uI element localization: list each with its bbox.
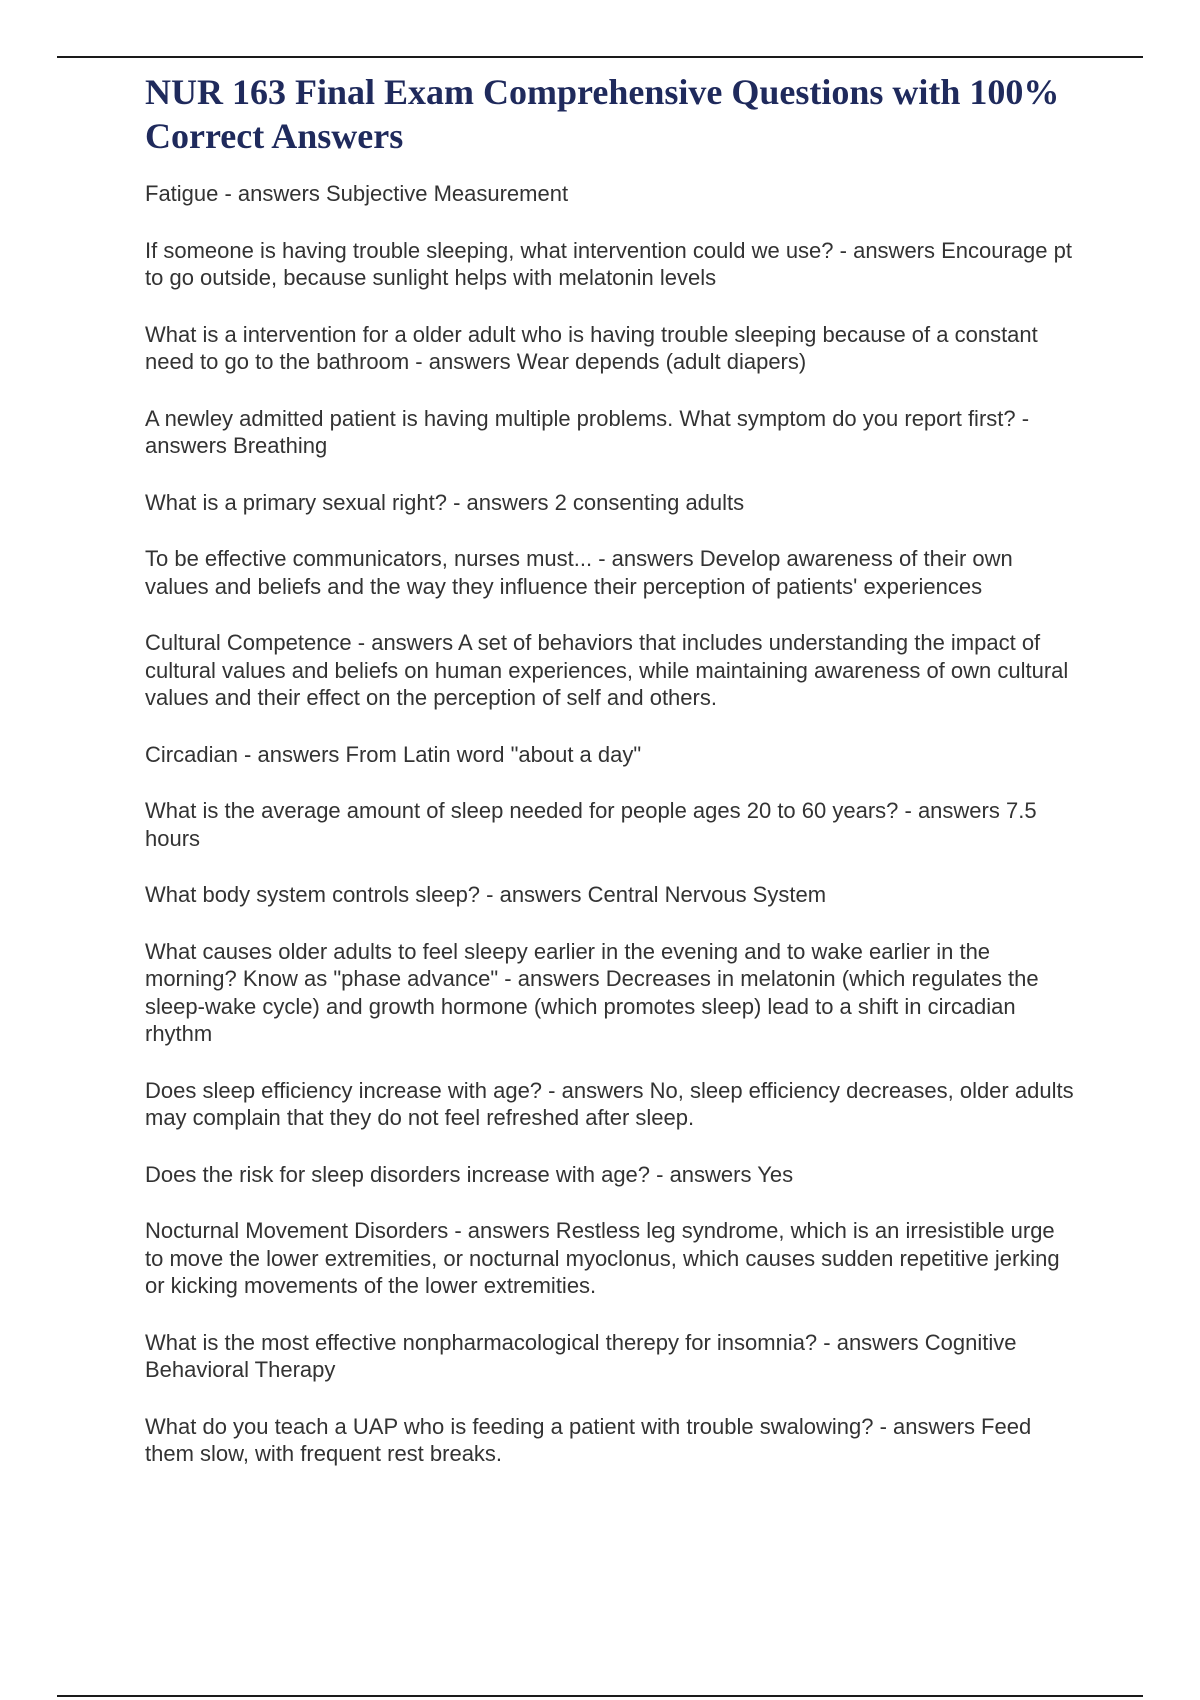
qa-entry: A newley admitted patient is having multiple problems. What symptom do you report first? - answers Breathing (145, 405, 1030, 458)
document-title: NUR 163 Final Exam Comprehensive Questions with 100% Correct Answers (145, 72, 1060, 156)
qa-entry: What do you teach a UAP who is feeding a patient with trouble swalowing? - answers Feed them slow, with frequent rest breaks. (145, 1413, 1032, 1466)
qa-entry: Nocturnal Movement Disorders - answers Restless leg syndrome, which is an irresistible urge to move the lower extremities, or nocturnal myoclonus, which causes sudden repetitive jerking or kicking movements of the lower extremities. (145, 1218, 1060, 1298)
qa-entry: Circadian - answers From Latin word "about a day" (145, 741, 642, 767)
qa-entry: What body system controls sleep? - answers Central Nervous System (145, 882, 827, 907)
qa-entry: Does the risk for sleep disorders increase with age? - answers Yes (145, 1161, 794, 1187)
qa-entry: Does sleep efficiency increase with age? - answers No, sleep efficiency decreases, older adults may complain that they do not feel refreshed after sleep. (145, 1077, 1074, 1130)
qa-list (145, 180, 1075, 1468)
header-rule (57, 56, 1143, 58)
qa-entry: Fatigue - answers Subjective Measurement (145, 181, 569, 206)
qa-entry: Cultural Competence - answers A set of behaviors that includes understanding the impact of cultural values and beliefs on human experiences, while maintaining awareness of own cultural values and their effect on the perception of self and others. (145, 630, 1069, 710)
footer-rule (57, 1695, 1143, 1697)
qa-entry: If someone is having trouble sleeping, what intervention could we use? - answers Encourage pt to go outside, because sunlight helps with melatonin levels (145, 237, 1072, 290)
qa-entry: What is a intervention for a older adult who is having trouble sleeping because of a constant need to go to the bathroom - answers Wear depends (adult diapers) (145, 321, 1038, 374)
qa-entry: What is the most effective nonpharmacological therepy for insomnia? - answers Cognitive Behavioral Therapy (145, 1329, 1017, 1382)
qa-entry: What is a primary sexual right? - answers 2 consenting adults (145, 489, 745, 515)
document-page (145, 70, 1075, 1497)
qa-entry: What causes older adults to feel sleepy earlier in the evening and to wake earlier in the morning? Know as "phase advance" - answers Decreases in melatonin (which regulates the sleep-wake cycle) and growth hormone (which promotes sleep) lead to a shift in circadian rhythm (145, 938, 1039, 1046)
qa-entry: To be effective communicators, nurses must... - answers Develop awareness of their own values and beliefs and the way they influence their perception of patients' experiences (145, 546, 1013, 599)
qa-entry: What is the average amount of sleep needed for people ages 20 to 60 years? - answers 7.5 hours (145, 798, 1037, 851)
